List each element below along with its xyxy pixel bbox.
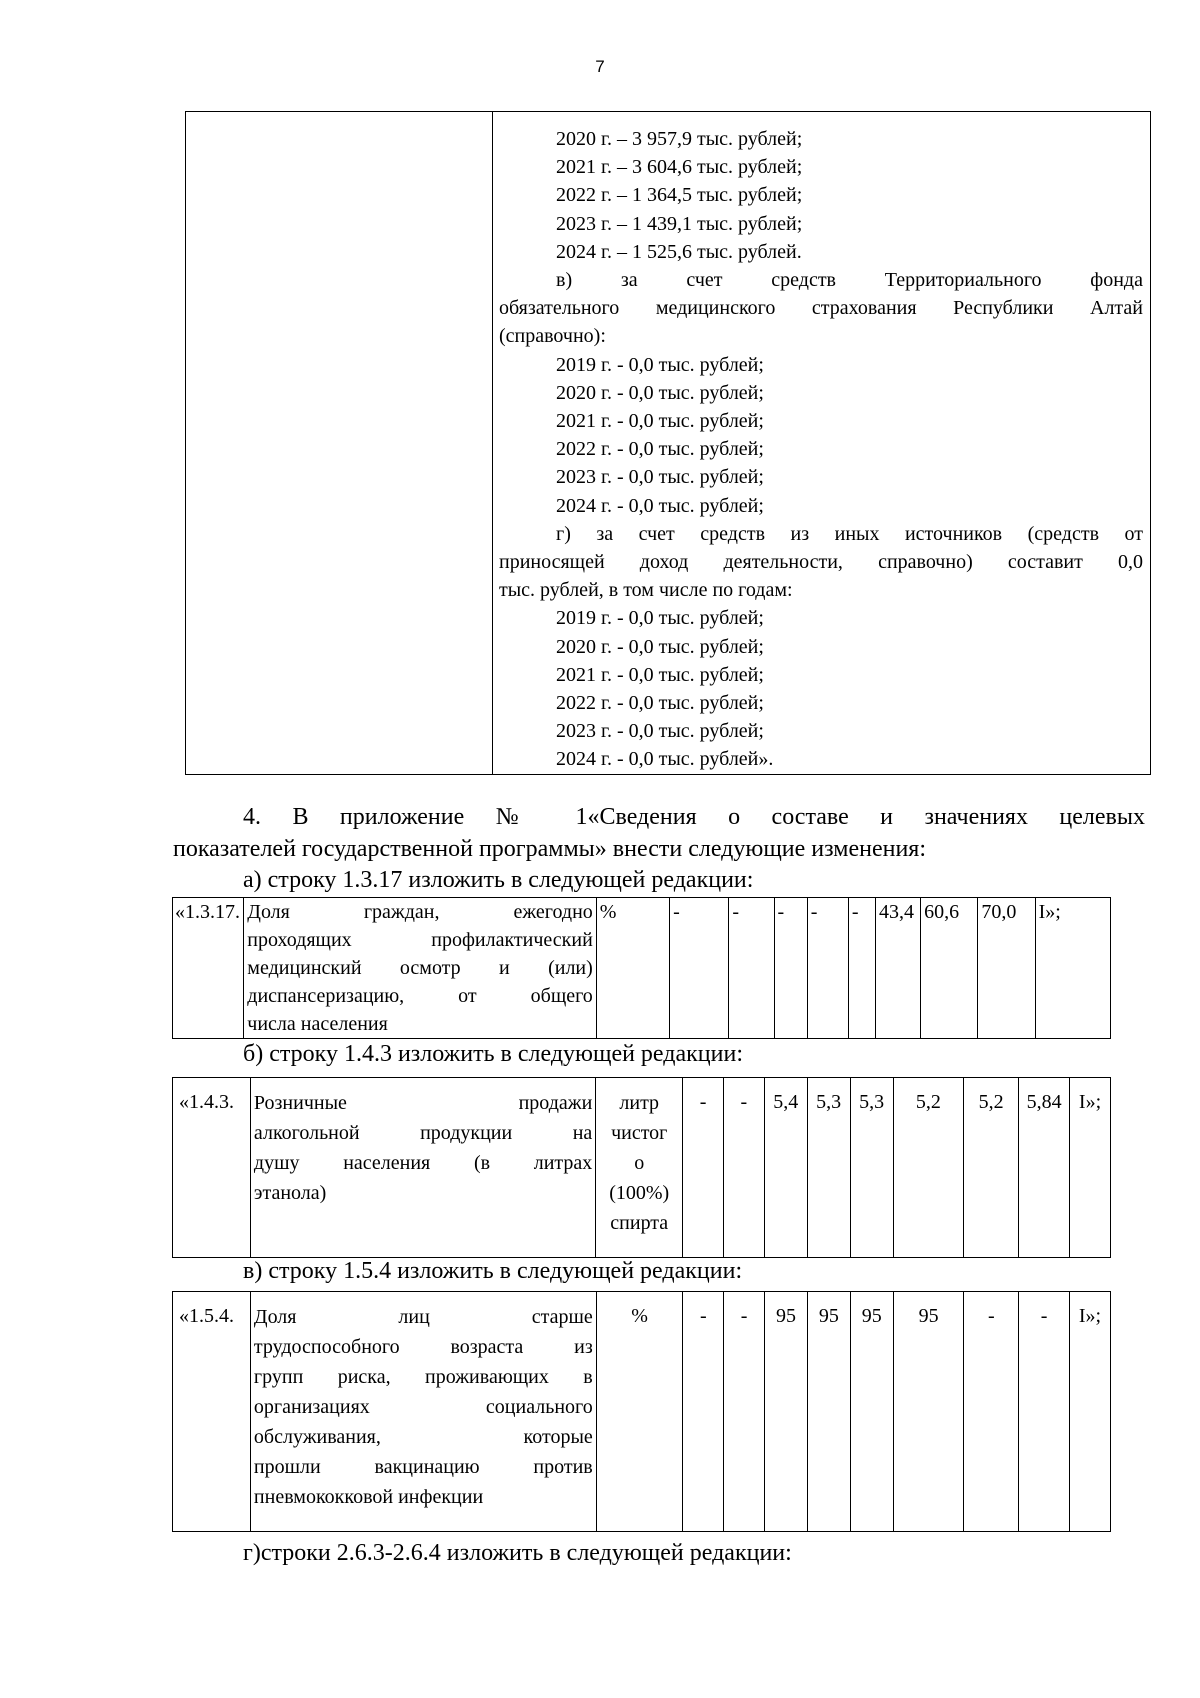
row-end: I»; [1070,1078,1111,1258]
funding-line: 2023 г. – 1 439,1 тыс. рублей; [556,212,803,235]
g-year-line: 2020 г. - 0,0 тыс. рублей; [556,635,764,658]
row-name-line: диспансеризацию, от общего [247,985,593,1007]
paragraph-4-line: 4. В приложение № 1«Сведения о составе и значениях целевых [243,804,1145,830]
row-unit-line: чистог [611,1122,668,1144]
row-code: «1.5.4. [173,1292,251,1532]
row-name [250,1078,595,1258]
table-row-1-4-3 [172,1077,1111,1258]
row-name-line: Доля граждан, ежегодно [247,901,593,923]
row-name-line: обслуживания, которые [253,1426,593,1448]
paragraph-4 [173,801,1145,865]
v-year-line: 2019 г. - 0,0 тыс. рублей; [556,353,764,376]
row-name-line: медицинский осмотр и (или) [247,957,593,979]
row-unit-line: (100%) [609,1182,670,1204]
v-heading-line: обязательного медицинского страхования Республики Алтай [499,297,1143,320]
funding-line: 2021 г. – 3 604,6 тыс. рублей; [556,156,803,179]
row-name-line: числа населения [247,1013,388,1035]
row-value: - [774,898,807,1039]
row-end: I»; [1035,898,1110,1039]
row-name-line: проходящих профилактический [247,929,593,951]
row-value: 5,2 [964,1078,1019,1258]
row-value: - [683,1078,724,1258]
v-year-line: 2021 г. - 0,0 тыс. рублей; [556,410,764,433]
row-value: - [964,1292,1019,1532]
v-year-line: 2022 г. - 0,0 тыс. рублей; [556,438,764,461]
row-unit-line: о [634,1152,645,1174]
row-name [250,1292,596,1532]
row-value: 60,6 [921,898,978,1039]
row-end: I»; [1069,1292,1110,1532]
row-name [244,898,597,1039]
row-value: - [729,898,774,1039]
subitem-g: г)строки 2.6.3-2.6.4 изложить в следующей редакции: [243,1540,792,1566]
row-value: 95 [893,1292,964,1532]
table-row-1-3-17 [172,897,1111,1039]
v-year-line: 2024 г. - 0,0 тыс. рублей; [556,494,764,517]
row-unit: % [596,1292,683,1532]
row-value: 5,2 [893,1078,964,1258]
funding-line: 2022 г. – 1 364,5 тыс. рублей; [556,184,803,207]
g-heading-line: г) за счет средств из иных источников (средств от [556,522,1143,545]
row-name-line: Розничные продажи [253,1092,593,1114]
row-unit-line: спирта [610,1212,669,1234]
g-year-line: 2022 г. - 0,0 тыс. рублей; [556,692,764,715]
row-value: - [724,1292,765,1532]
row-value: 95 [765,1292,808,1532]
row-value: - [683,1292,724,1532]
g-heading-line: приносящей доход деятельности, справочно) составит 0,0 [499,551,1143,574]
g-year-line: 2023 г. - 0,0 тыс. рублей; [556,720,764,743]
paragraph-4-line: показателей государственной программы» внести следующие изменения: [173,836,927,862]
row-value: - [807,898,848,1039]
g-heading-line: тыс. рублей, в том числе по годам: [499,579,793,602]
row-name-line: трудоспособного возраста из [253,1336,593,1358]
row-value: 70,0 [978,898,1035,1039]
page-number: 7 [595,57,605,76]
row-unit-line: литр [619,1092,660,1114]
row-unit: % [596,898,669,1039]
row-value: - [848,898,875,1039]
row-name-line: групп риска, проживающих в [253,1366,593,1388]
row-unit [596,1078,683,1258]
funding-box [185,111,1151,775]
v-year-line: 2023 г. - 0,0 тыс. рублей; [556,466,764,489]
row-name-line: алкогольной продукции на [253,1122,593,1144]
row-name-line: Доля лиц старше [253,1306,593,1328]
row-name-line: этанола) [253,1182,327,1204]
row-value: 95 [850,1292,893,1532]
funding-text [499,125,1143,774]
row-code: «1.4.3. [173,1078,251,1258]
row-value: 5,84 [1019,1078,1070,1258]
g-year-line: 2019 г. - 0,0 тыс. рублей; [556,607,764,630]
v-heading-line: в) за счет средств Территориального фонда [556,269,1143,292]
subitem-a: а) строку 1.3.17 изложить в следующей редакции: [243,867,754,893]
row-value: 5,3 [850,1078,893,1258]
row-name-line: организациях социального [253,1396,593,1418]
row-name-line: пневмококковой инфекции [253,1486,484,1508]
row-value: 43,4 [875,898,920,1039]
v-heading-line: (справочно): [499,325,606,348]
row-name-line: прошли вакцинацию против [253,1456,593,1478]
row-name-line: душу населения (в литрах [253,1152,593,1174]
row-value: - [670,898,729,1039]
row-value: 5,3 [807,1078,850,1258]
row-code: «1.3.17. [173,898,244,1039]
funding-line: 2020 г. – 3 957,9 тыс. рублей; [556,128,803,150]
box-divider [492,112,493,774]
row-value: 5,4 [764,1078,807,1258]
row-value: 95 [807,1292,850,1532]
g-year-line: 2024 г. - 0,0 тыс. рублей». [556,748,774,771]
table-row-1-5-4 [172,1291,1111,1532]
subitem-b: б) строку 1.4.3 изложить в следующей редакции: [243,1041,743,1067]
row-value: - [723,1078,764,1258]
funding-line: 2024 г. – 1 525,6 тыс. рублей. [556,240,802,263]
row-value: - [1019,1292,1070,1532]
v-year-line: 2020 г. - 0,0 тыс. рублей; [556,381,764,404]
subitem-v: в) строку 1.5.4 изложить в следующей редакции: [243,1258,743,1284]
g-year-line: 2021 г. - 0,0 тыс. рублей; [556,663,764,686]
